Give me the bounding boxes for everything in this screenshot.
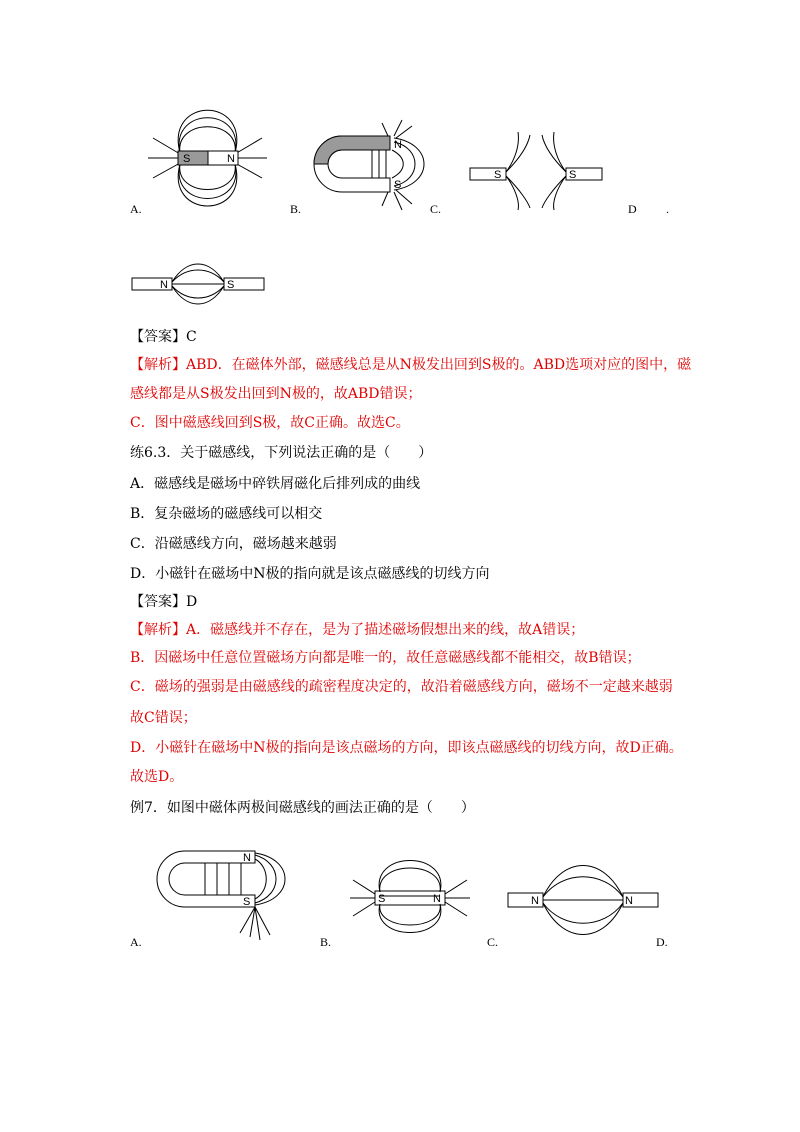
q3-option-label-d: D.: [656, 935, 668, 949]
option-label-d: D: [628, 202, 637, 216]
magnet-label: N: [625, 895, 633, 907]
option-label-d-dot: .: [666, 202, 669, 216]
q2-analysis-line: C．磁场的强弱是由磁感线的疏密程度决定的，故沿着磁感线方向，磁场不一定越来越弱: [130, 679, 673, 695]
q2-option-a: A．磁感线是磁场中碎铁屑磁化后排列成的曲线: [130, 476, 421, 492]
magnet-label: N: [394, 139, 402, 151]
option-label-c: C.: [430, 202, 442, 216]
magnet-label: S: [227, 279, 235, 291]
magnet-label: N: [243, 852, 251, 864]
q1-analysis-line: 【解析】ABD．在磁体外部，磁感线总是从N极发出回到S极的。ABD选项对应的图中，磁: [130, 357, 692, 373]
q2-analysis-line: 故选D。: [130, 769, 184, 785]
q3-option-label-c: C.: [487, 935, 499, 949]
q3-stem: 例7．如图中磁体两极间磁感线的画法正确的是（ ）: [130, 800, 475, 816]
q1-analysis-line: C．图中磁感线回到S极，故C正确。故选C。: [130, 415, 410, 431]
q3-option-label-a: A.: [130, 935, 142, 949]
magnet-label: N: [531, 895, 539, 907]
option-label-a: A.: [130, 202, 142, 216]
q3-option-label-b: B.: [320, 935, 332, 949]
figure-opposite-poles-d: [132, 258, 264, 308]
magnet-label: S: [394, 179, 402, 191]
magnet-label: S: [183, 153, 191, 165]
q2-analysis-line: 故C错误；: [130, 710, 197, 726]
q2-option-c: C．沿磁感线方向，磁场越来越弱: [130, 536, 337, 552]
figure-like-poles-c: [470, 130, 605, 210]
q2-option-d: D．小磁针在磁场中N极的指向就是该点磁感线的切线方向: [130, 566, 490, 582]
figure-horseshoe-magnet-q3a: [155, 845, 300, 945]
q2-analysis-line: D．小磁针在磁场中N极的指向是该点磁场的方向，即该点磁感线的切线方向，故D正确。: [130, 740, 683, 756]
figure-bar-magnet-a: [145, 108, 270, 213]
magnet-label: S: [378, 893, 386, 905]
magnet-label: S: [569, 169, 577, 181]
option-label-b: B.: [290, 202, 302, 216]
magnet-label: N: [160, 279, 168, 291]
q2-option-b: B．复杂磁场的磁感线可以相交: [130, 506, 323, 522]
q1-analysis-line: 感线都是从S极发出回到N极的，故ABD错误；: [130, 386, 422, 402]
magnet-label: N: [227, 153, 235, 165]
figure-bar-magnet-q3b: [345, 850, 475, 940]
magnet-label: N: [433, 893, 441, 905]
magnet-label: S: [243, 896, 251, 908]
q2-analysis-line: 【解析】A．磁感线并不存在，是为了描述磁场假想出来的线，故A错误；: [130, 622, 585, 638]
magnet-label: S: [494, 169, 502, 181]
q2-stem: 练6.3．关于磁感线，下列说法正确的是（ ）: [130, 445, 433, 461]
q2-analysis-line: B．因磁场中任意位置磁场方向都是唯一的，故任意磁感线都不能相交，故B错误；: [130, 650, 641, 666]
q1-answer: 【答案】C: [130, 329, 197, 345]
figure-like-poles-q3c: [508, 855, 658, 940]
figure-horseshoe-magnet-b: [312, 118, 437, 213]
q2-answer: 【答案】D: [130, 594, 198, 610]
